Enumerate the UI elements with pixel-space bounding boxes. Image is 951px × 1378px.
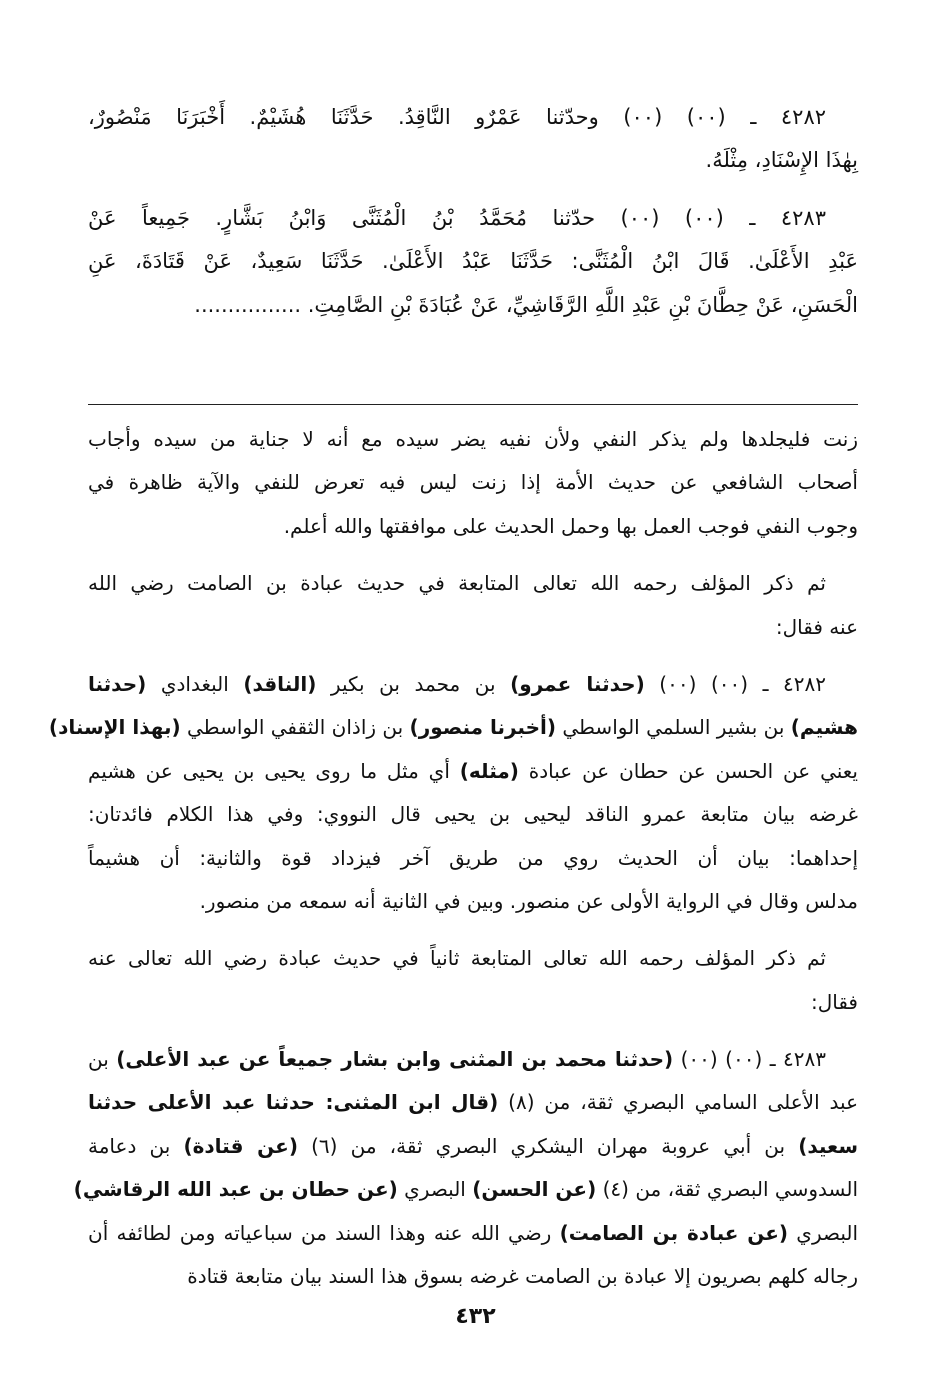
paragraph xyxy=(88,418,858,548)
text-segment: غرضه بيان متابعة عمرو الناقد ليحيى بن يحيى قال النووي: وفي هذا الكلام فائدتان: xyxy=(88,802,858,827)
text-segment: عنه فقال: xyxy=(775,614,858,639)
text-line xyxy=(88,1255,858,1298)
bold-matn-quote: (عن قتادة) xyxy=(183,1133,298,1158)
text-segment: وجوب النفي فوجب العمل بها وحمل الحديث على موافقتها والله أعلم. xyxy=(283,513,858,538)
text-segment: البغدادي xyxy=(146,671,244,696)
hadith-text xyxy=(88,96,858,327)
bold-matn-quote: (حدثنا xyxy=(88,671,147,696)
text-segment: أي مثل ما روى يحيى بن يحيى عن هشيم xyxy=(88,758,460,783)
text-segment: ٤٢٨٢ ـ (٠٠) (٠٠) وحدّثنا عَمْرٌو النَّاقِدُ. حَدَّثَنَا هُشَيْمٌ. أَخْبَرَنَا مَنْصُورٌ، xyxy=(88,105,827,129)
text-segment: رضي الله عنه وهذا السند من سباعياته ومن لطائفه أن xyxy=(88,1220,560,1245)
text-segment: عَبْدِ الأَعْلَىٰ. قَالَ ابْنُ الْمُثَنَّى: حَدَّثَنَا عَبْدُ الأَعْلَىٰ. حَدَّثَنَا سَعِيدٌ، عَنْ قَتَادَةَ، عَنِ xyxy=(88,249,858,274)
bold-matn-quote: (عن عبادة بن الصامت) xyxy=(559,1220,789,1245)
text-line xyxy=(88,461,858,504)
text-line xyxy=(88,284,858,327)
bold-matn-quote: سعيد) xyxy=(798,1133,859,1158)
text-segment: زنت فليجلدها ولم يذكر النفي ولأن نفيه يضر سيده مع أنه لا جناية من سيده وأجاب xyxy=(88,427,858,451)
paragraph xyxy=(88,96,858,183)
text-segment: إحداهما: بيان أن الحديث روي من طريق آخر فيزداد قوة والثانية: أن هشيماً xyxy=(88,845,858,870)
paragraph xyxy=(88,937,858,1024)
text-segment: بن xyxy=(88,1047,117,1072)
text-line xyxy=(88,96,858,139)
text-line xyxy=(88,562,858,605)
text-segment: رجاله كلهم بصريون إلا عبادة بن الصامت غرضه بسوق هذا السند بيان متابعة قتادة xyxy=(187,1264,858,1289)
text-line xyxy=(88,793,858,836)
text-line xyxy=(88,240,858,283)
text-segment: ٤٢٨٣ ـ (٠٠) (٠٠) xyxy=(673,1047,826,1072)
text-segment: ثم ذكر المؤلف رحمه الله تعالى المتابعة في حديث عبادة بن الصامت رضي الله xyxy=(88,571,826,596)
page-number: ٤٣٢ xyxy=(455,1304,496,1329)
bold-matn-quote: (عن حطان بن عبد الله الرقاشي) xyxy=(73,1177,398,1202)
bold-matn-quote: هشيم) xyxy=(790,715,858,740)
text-line xyxy=(73,1168,858,1211)
bold-matn-quote: (عن الحسن) xyxy=(472,1177,597,1202)
text-line xyxy=(88,1081,858,1124)
text-segment: مدلس وقال في الرواية الأولى عن منصور. وبين في الثانية أنه سمعه من منصور. xyxy=(199,888,858,913)
text-segment: عبد الأعلى السامي البصري ثقة، من (٨) xyxy=(498,1090,859,1115)
text-segment: بن زاذان الثقفي الواسطي xyxy=(180,715,410,740)
bold-matn-quote: (حدثنا عمرو) xyxy=(510,671,645,696)
paragraph xyxy=(73,1038,859,1298)
text-segment: يعني عن الحسن عن حطان عن عبادة xyxy=(518,758,858,783)
text-line xyxy=(88,505,858,548)
text-segment: ٤٢٨٣ ـ (٠٠) (٠٠) حدّثنا مُحَمَّدُ بْنُ الْمُثَنَّى وَابْنُ بَشَّارٍ. جَمِيعاً عَنْ xyxy=(88,205,826,230)
text-line xyxy=(88,1212,858,1255)
bold-matn-quote: (حدثنا محمد بن المثنى وابن بشار جميعاً عن عبد الأعلى) xyxy=(116,1047,674,1072)
text-line xyxy=(88,837,858,880)
text-line xyxy=(88,663,858,706)
text-line xyxy=(88,418,858,461)
bold-matn-quote: (بهذا الإسناد) xyxy=(48,715,181,740)
text-line xyxy=(88,750,858,793)
text-line xyxy=(88,981,858,1024)
text-line xyxy=(88,1125,858,1168)
text-segment: البصري xyxy=(397,1177,473,1202)
text-segment: ٤٢٨٢ ـ (٠٠) (٠٠) xyxy=(644,671,827,696)
text-segment: ثم ذكر المؤلف رحمه الله تعالى المتابعة ثانياً في حديث عبادة رضي الله تعالى عنه xyxy=(88,946,826,971)
bold-matn-quote: (مثله) xyxy=(459,758,519,783)
text-line xyxy=(88,197,858,240)
paragraph xyxy=(48,663,858,923)
text-segment: السدوسي البصري ثقة، من (٤) xyxy=(596,1177,858,1202)
text-segment: فقال: xyxy=(810,989,858,1014)
paragraph xyxy=(88,197,858,327)
text-line xyxy=(88,139,858,182)
text-line xyxy=(88,937,858,980)
text-line xyxy=(88,880,858,923)
paragraph xyxy=(88,562,858,649)
footnote-divider xyxy=(88,404,858,405)
bold-matn-quote: (الناقد) xyxy=(243,671,317,696)
text-segment: الْحَسَنِ، عَنْ حِطَّانَ بْنِ عَبْدِ اللَّهِ الرَّقَاشِيِّ، عَنْ عُبَادَةَ بْنِ الصَّامِتِ. ................ xyxy=(194,292,858,317)
text-line xyxy=(88,1038,858,1081)
bold-matn-quote: (أخبرنا منصور) xyxy=(409,715,556,740)
text-segment: بن بشير السلمي الواسطي xyxy=(556,715,791,740)
text-segment: بِهٰذَا الإِسْنَادِ، مِثْلَهُ. xyxy=(705,148,858,173)
text-segment: بن أبي عروبة مهران اليشكري البصري ثقة، من (٦) xyxy=(297,1133,799,1158)
text-segment: بن دعامة xyxy=(88,1133,184,1158)
text-segment: أصحاب الشافعي عن حديث الأمة إذا زنت ليس فيه تعرض للنفي والآية ظاهرة في xyxy=(88,470,858,495)
bold-matn-quote: (قال ابن المثنى: حدثنا عبد الأعلى حدثنا xyxy=(88,1090,499,1115)
text-segment: بن محمد بن بكير xyxy=(316,671,511,696)
text-line xyxy=(48,706,858,749)
commentary-text xyxy=(48,418,859,1298)
text-line xyxy=(88,606,858,649)
text-segment: البصري xyxy=(788,1220,859,1245)
